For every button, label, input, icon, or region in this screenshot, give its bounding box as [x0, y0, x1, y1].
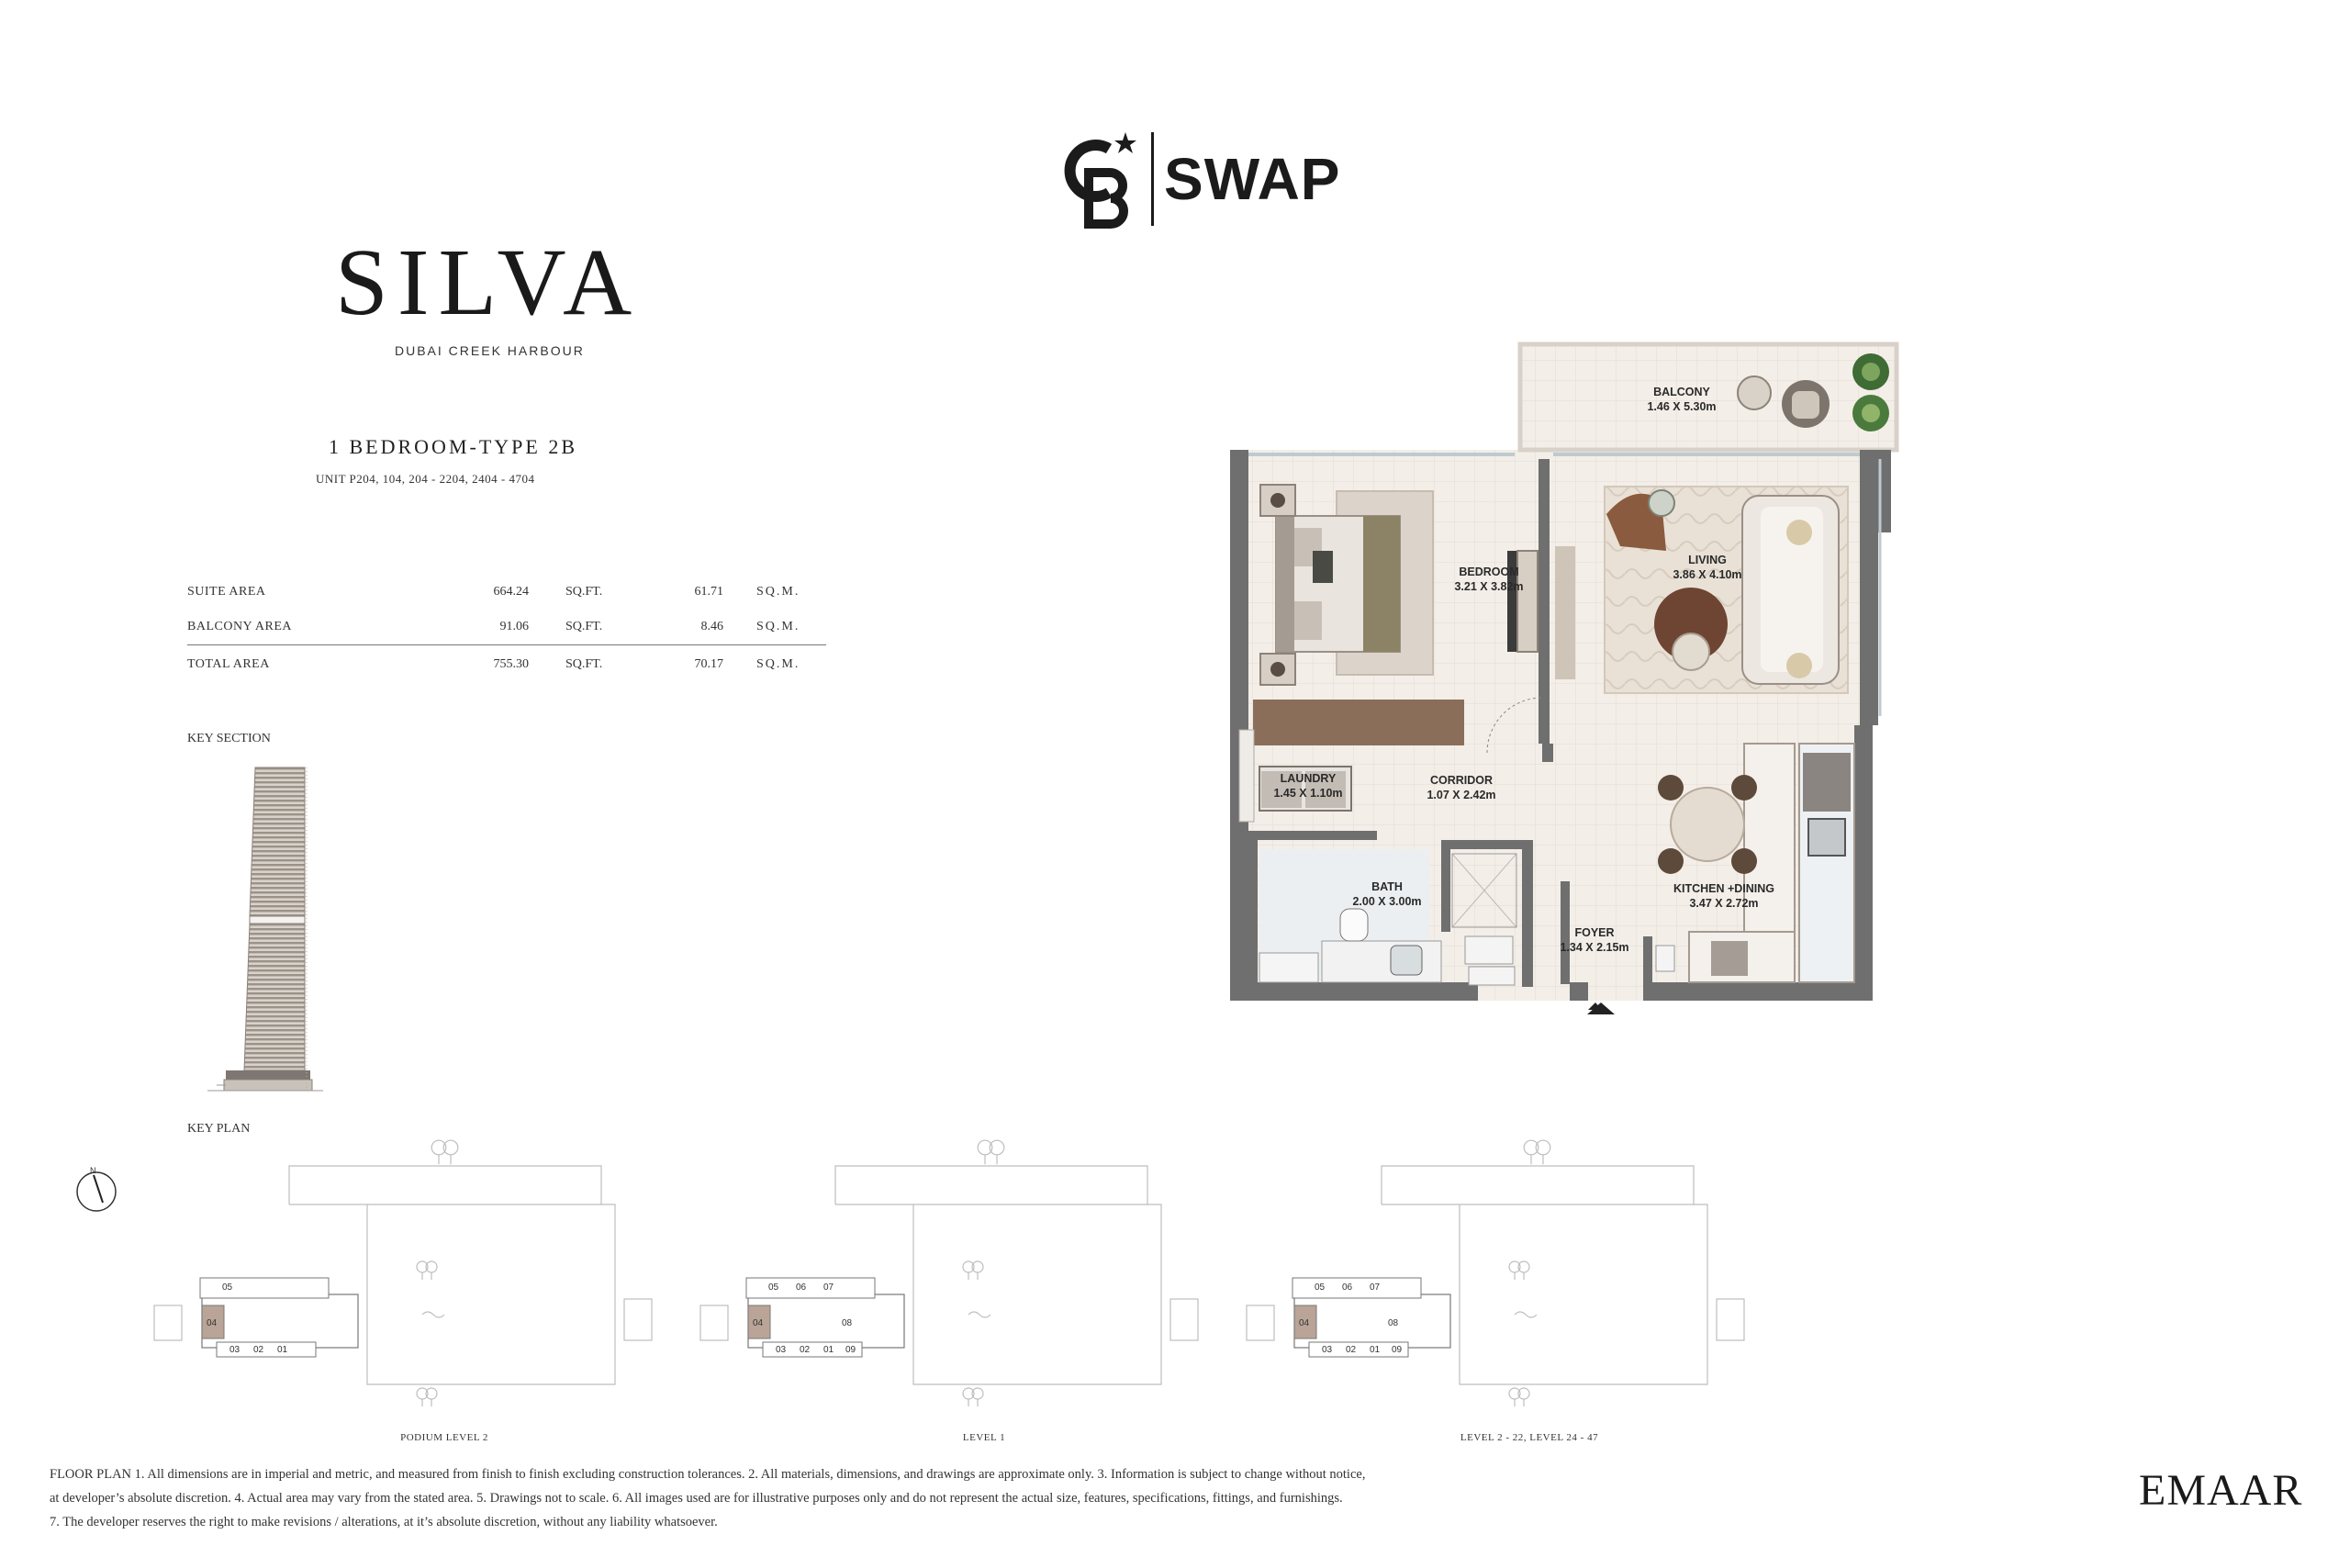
room-name: CORRIDOR: [1429, 774, 1494, 787]
unit-title: 1 BEDROOM-TYPE 2B: [329, 435, 578, 458]
key-plan-drawing: [693, 1138, 1244, 1423]
key-plan-unit-label: 03: [1322, 1345, 1333, 1355]
room-label-living: [1643, 553, 1772, 582]
north-compass-icon: [73, 1166, 119, 1212]
key-plan-unit-label: 09: [1392, 1345, 1403, 1355]
key-plan-unit-label: 09: [845, 1345, 856, 1355]
area-sqm: 8.46: [700, 620, 723, 633]
room-label-laundry: [1244, 771, 1372, 801]
key-plan-unit-label: 04: [1299, 1318, 1310, 1328]
compass-letter: N: [90, 1166, 96, 1175]
key-plan-drawing: [147, 1138, 698, 1423]
area-label: BALCONY AREA: [187, 620, 292, 633]
emaar-logo: EMAAR: [2139, 1466, 2303, 1515]
key-plan-unit-label: 05: [222, 1282, 233, 1293]
key-plan-unit-label: 03: [776, 1345, 787, 1355]
room-label-kitchen-dining: [1651, 881, 1797, 911]
key-plan-unit-label: 01: [277, 1345, 288, 1355]
room-name: LAUNDRY: [1280, 772, 1337, 785]
area-sqft: 91.06: [499, 620, 529, 633]
room-label-bath: [1323, 879, 1451, 909]
key-plan-unit-label: 03: [229, 1345, 241, 1355]
key-plan-label: KEY PLAN: [187, 1122, 251, 1136]
area-sqft: 755.30: [463, 645, 565, 685]
room-dims: 1.46 X 5.30m: [1647, 400, 1717, 413]
area-table: [187, 575, 826, 684]
room-dims: 1.34 X 2.15m: [1560, 941, 1629, 954]
room-dims: 3.86 X 4.10m: [1673, 568, 1742, 581]
room-dims: 1.45 X 1.10m: [1273, 787, 1343, 800]
area-sqm: 70.17: [666, 645, 756, 685]
swap-wordmark: SWAP: [1164, 146, 1341, 212]
room-name: BEDROOM: [1459, 566, 1519, 578]
area-sqm-unit: SQ.M.: [756, 585, 800, 599]
key-plan-unit-label: 04: [753, 1318, 764, 1328]
room-name: KITCHEN +DINING: [1673, 882, 1775, 895]
key-plan-unit-label: 01: [823, 1345, 834, 1355]
room-dims: 3.21 X 3.82m: [1454, 580, 1524, 593]
key-section-label: KEY SECTION: [187, 732, 271, 745]
key-plan-unit-label: 07: [1370, 1282, 1381, 1293]
disclaimer-line: at developer’s absolute discretion. 4. Actual area may vary from the stated area. 5. Drawings not to scale. 6. All images used are for illustrative purposes only and do not represent the actual size, features, specifications, fittings, and furnishings.: [50, 1491, 1343, 1506]
key-plan-unit-label: 04: [207, 1318, 218, 1328]
key-plan-unit-label: 05: [768, 1282, 779, 1293]
area-label: TOTAL AREA: [187, 645, 463, 685]
key-plan-level-label: PODIUM LEVEL 2: [400, 1432, 488, 1443]
unit-codes: UNIT P204, 104, 204 - 2204, 2404 - 4704: [316, 472, 535, 486]
area-sqft-unit: SQ.FT.: [565, 620, 603, 633]
key-plan-level-label: LEVEL 2 - 22, LEVEL 24 - 47: [1460, 1432, 1599, 1443]
key-plan-unit-label: 06: [1342, 1282, 1353, 1293]
cb-logo-icon: [1061, 129, 1138, 230]
key-plan-unit-label: 06: [796, 1282, 807, 1293]
area-sqft-unit: SQ.FT.: [565, 645, 666, 685]
key-plan-level-label: LEVEL 1: [962, 1432, 1006, 1443]
room-name: FOYER: [1574, 926, 1615, 939]
silva-logo: SILVA: [335, 230, 642, 335]
key-plan-unit-label: 05: [1315, 1282, 1326, 1293]
area-row-suite: [187, 575, 826, 610]
silva-location: DUBAI CREEK HARBOUR: [395, 343, 585, 358]
room-dims: 3.47 X 2.72m: [1689, 897, 1759, 910]
key-plan-drawing: [1239, 1138, 1790, 1423]
floor-plan: [1212, 340, 1909, 1019]
logo-separator: [1151, 132, 1154, 226]
area-sqm: 61.71: [694, 585, 723, 599]
key-plan-unit-label: 02: [253, 1345, 264, 1355]
area-label: SUITE AREA: [187, 585, 266, 599]
key-plan-unit-label: 07: [823, 1282, 834, 1293]
area-row-balcony: [187, 610, 826, 645]
disclaimer-line: FLOOR PLAN 1. All dimensions are in imperial and metric, and measured from finish to finish excluding construction tolerances. 2. All materials, dimensions, and drawings are approximate only. 3. Information is subject to change without notice,: [50, 1467, 1366, 1482]
key-plan-unit-label: 02: [1346, 1345, 1357, 1355]
key-plan-unit-label: 01: [1370, 1345, 1381, 1355]
area-sqm-unit: SQ.M.: [756, 620, 800, 633]
room-name: BALCONY: [1653, 386, 1710, 398]
area-sqm-unit: SQ.M.: [756, 645, 826, 685]
room-name: BATH: [1371, 880, 1403, 893]
floor-plan-drawing: [1212, 340, 1909, 1019]
disclaimer: [50, 1462, 1922, 1534]
room-label-foyer: [1539, 925, 1650, 955]
room-dims: 1.07 X 2.42m: [1427, 789, 1496, 801]
area-row-total: [187, 645, 826, 685]
key-section-tower: [189, 758, 336, 1098]
area-sqft: 664.24: [493, 585, 529, 599]
key-plan-unit-label: 08: [842, 1318, 853, 1328]
disclaimer-line: 7. The developer reserves the right to make revisions / alterations, at it’s absolute discretion, without any liability whatsoever.: [50, 1515, 718, 1529]
cb-swap-logo: [1061, 129, 1341, 230]
room-dims: 2.00 X 3.00m: [1352, 895, 1422, 908]
area-sqft-unit: SQ.FT.: [565, 585, 603, 599]
key-plan-unit-label: 02: [800, 1345, 811, 1355]
room-label-bedroom: [1425, 565, 1553, 594]
room-name: LIVING: [1688, 554, 1727, 566]
room-label-balcony: [1617, 385, 1746, 414]
room-label-corridor: [1397, 773, 1526, 802]
key-plan-unit-label: 08: [1388, 1318, 1399, 1328]
